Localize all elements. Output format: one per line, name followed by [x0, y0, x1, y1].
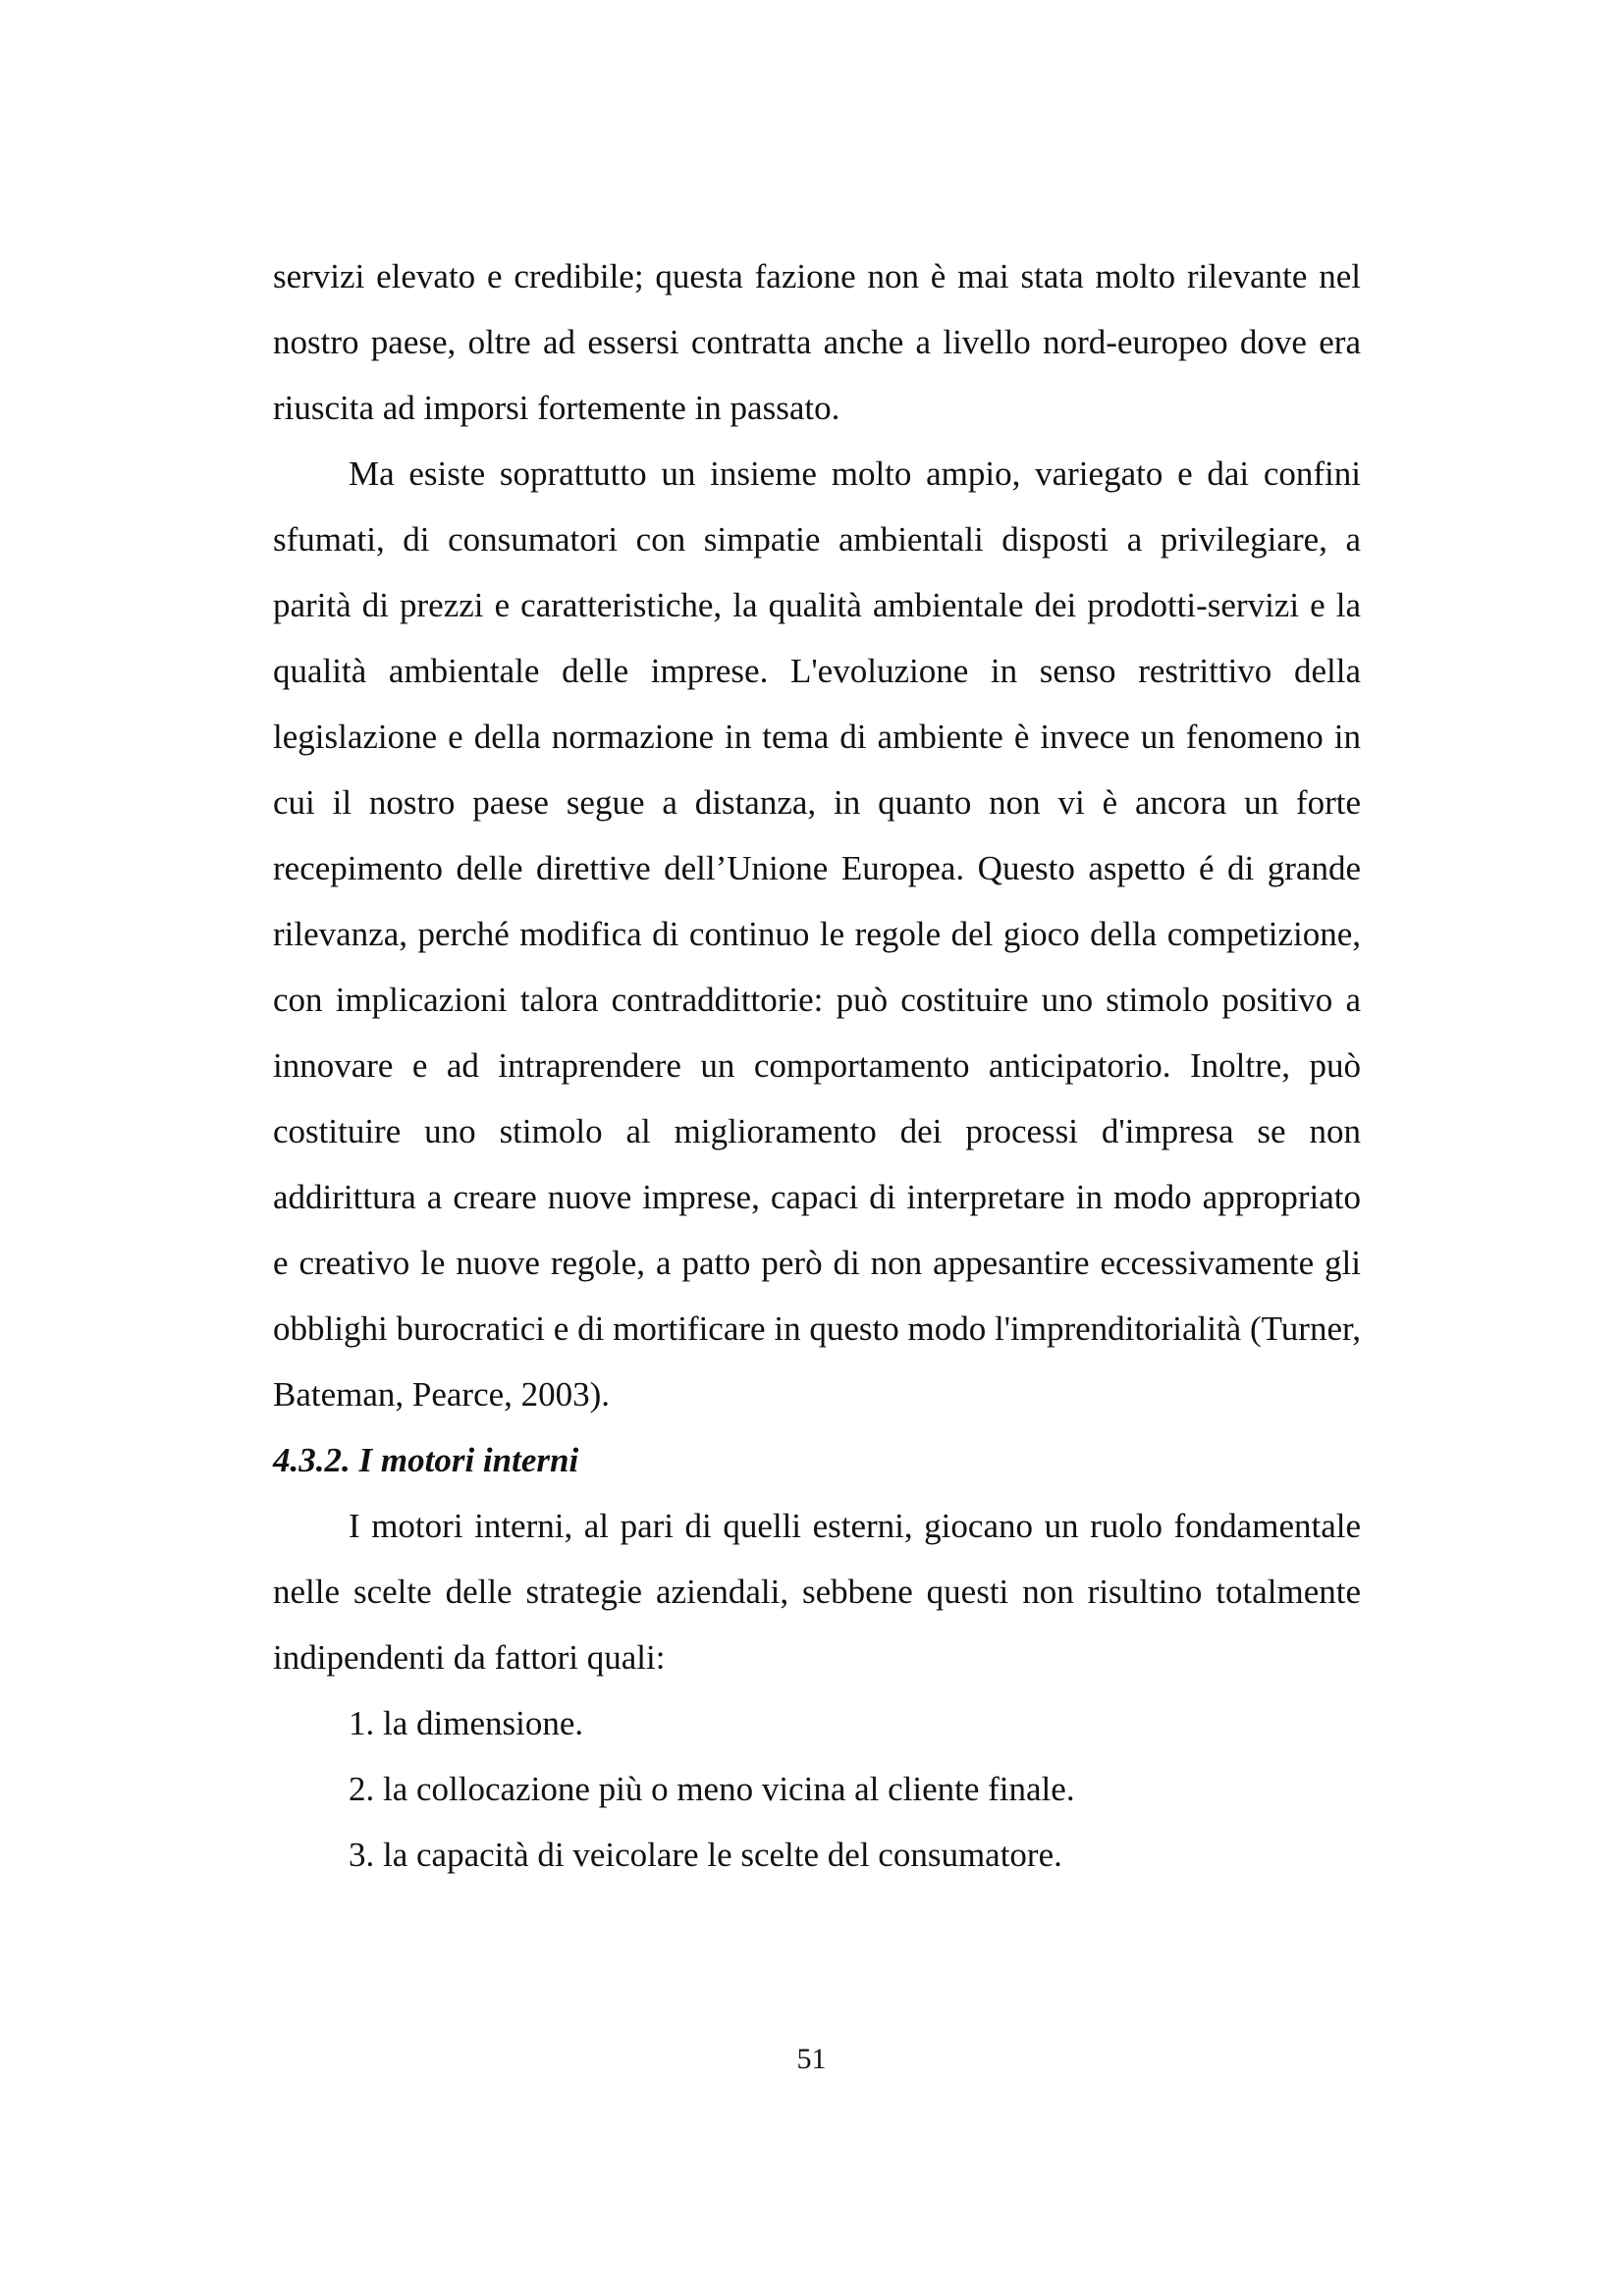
list-item: 2. la collocazione più o meno vicina al cliente finale.	[349, 1770, 1075, 1808]
paragraph-consumers-legislation: Ma esiste soprattutto un insieme molto ampio, variegato e dai confini sfumati, di consumatori con simpatie ambientali disposti a privilegiare, a parità di prezzi e caratteristiche, la qualità ambientale dei prodotti-servizi e la qualità ambientale delle imprese. L'evoluzione in senso restrittivo della legislazione e della normazione in tema di ambiente è invece un fenomeno in cui il nostro paese segue a distanza, in quanto non vi è ancora un forte recepimento delle direttive dell’Unione Europea. Questo aspetto é di grande rilevanza, perché modifica di continuo le regole del gioco della competizione, con implicazioni talora contraddittorie: può costituire uno stimolo positivo a innovare e ad intraprendere un comportamento anticipatorio. Inoltre, può costituire uno stimolo al miglioramento dei processi d'impresa se non addirittura a creare nuove imprese, capaci di interpretare in modo appropriato e creativo le nuove regole, a patto però di non appesantire eccessivamente gli obblighi burocratici e di mortificare in questo modo l'imprenditorialità (Turner, Bateman, Pearce, 2003).	[273, 454, 1361, 1414]
paragraph-internal-drivers: I motori interni, al pari di quelli esterni, giocano un ruolo fondamentale nelle scelte delle strategie aziendali, sebbene questi non risultino totalmente indipendenti da fattori quali:	[273, 1507, 1361, 1677]
section-heading: 4.3.2. I motori interni	[273, 1441, 579, 1479]
list-item: 3. la capacità di veicolare le scelte del consumatore.	[349, 1836, 1062, 1874]
paragraph-continued: servizi elevato e credibile; questa fazione non è mai stata molto rilevante nel nostro paese, oltre ad essersi contratta anche a livello nord-europeo dove era riuscita ad imporsi fortemente in passato.	[273, 257, 1361, 427]
body-text	[273, 243, 1361, 1888]
page-number: 51	[796, 2043, 827, 2075]
factors-list	[273, 1690, 1361, 1888]
list-item: 1. la dimensione.	[349, 1704, 584, 1742]
